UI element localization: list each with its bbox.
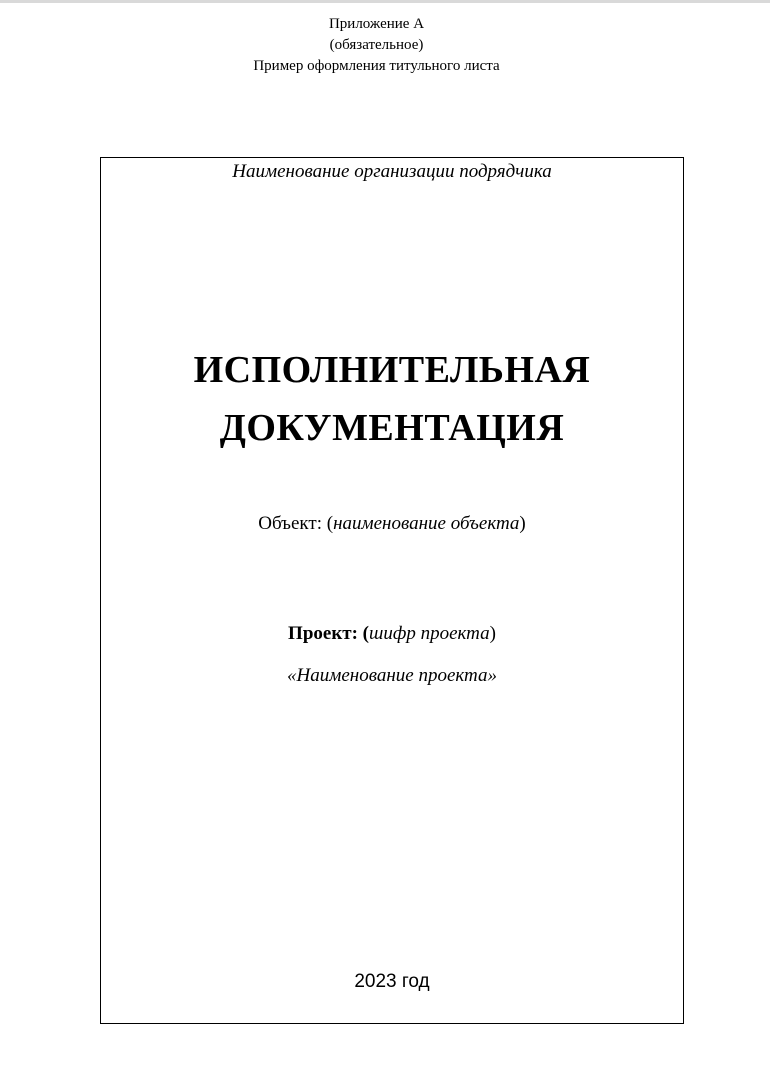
top-divider [0,0,770,3]
project-name: «Наименование проекта» [287,665,497,686]
appendix-status: (обязательное) [329,37,424,53]
document-title [101,341,683,457]
document-title-line-2: ДОКУМЕНТАЦИЯ [219,407,565,449]
object-open-paren: ( [326,513,334,534]
object-value: наименование объекта [333,513,520,534]
project-close-paren: ) [489,623,496,644]
project-line [101,623,683,645]
object-close-paren: ) [519,513,526,534]
project-label: Проект: ( [288,623,370,644]
title-page-frame [100,157,684,1024]
project-code: шифр проекта [369,623,490,644]
appendix-header [0,14,753,77]
contractor-org-name: Наименование организации подрядчика [232,161,552,182]
appendix-caption: Пример оформления титульного листа [253,58,500,74]
object-label: Объект: [258,513,322,534]
appendix-label: Приложение А [328,16,425,32]
document-title-line-1: ИСПОЛНИТЕЛЬНАЯ [193,349,591,391]
object-line [101,513,683,535]
year-label: 2023 год [354,971,430,992]
